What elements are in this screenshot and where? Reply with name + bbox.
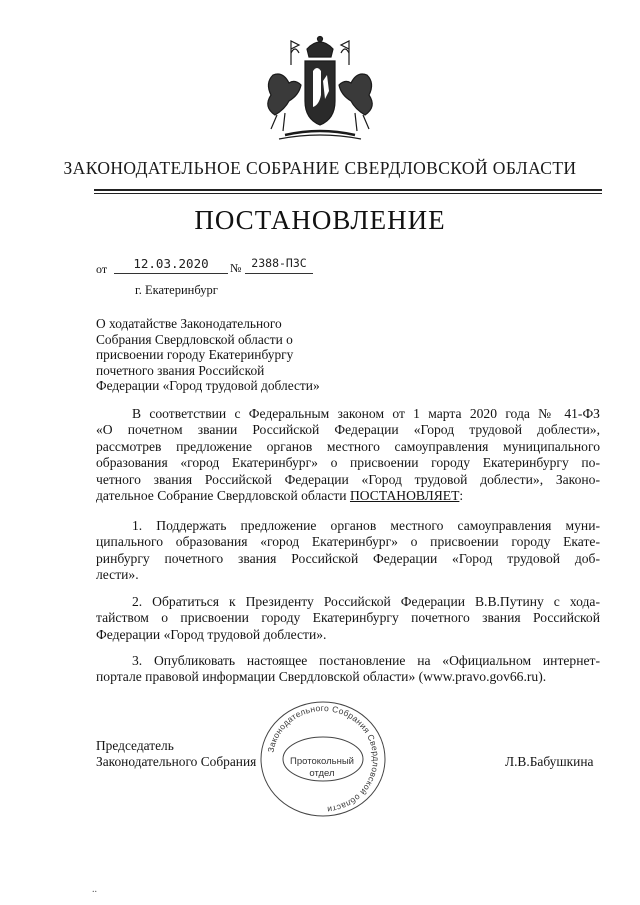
resolution-item-3 bbox=[96, 653, 600, 686]
text-line: портале правовой информации Свердловской области» (www.pravo.gov66.ru). bbox=[96, 669, 547, 685]
subject-line: Собрания Свердловской области о bbox=[96, 331, 293, 347]
header-divider-thin bbox=[94, 193, 602, 194]
text-line: Федерации «Город трудовой доблести». bbox=[96, 626, 327, 642]
stamp-line: отдел bbox=[309, 768, 335, 779]
city: г. Екатеринбург bbox=[135, 283, 218, 297]
subject-heading bbox=[96, 316, 416, 394]
stamp-ring-text: Законодательного Собрания Свердловской области bbox=[265, 702, 382, 815]
document-type-title: ПОСТАНОВЛЕНИЕ bbox=[194, 205, 446, 235]
text-line: «О почетном звании Российской Федерации «Город трудовой доблести», bbox=[96, 422, 600, 438]
stamp-line: Протокольный bbox=[290, 756, 354, 767]
text-line: В соответствии с Федеральным законом от 1 марта 2020 года № 41-ФЗ bbox=[132, 406, 600, 421]
signatory-position bbox=[96, 738, 256, 770]
position-line: Законодательного Собрания bbox=[96, 754, 257, 769]
date-number-line bbox=[96, 256, 496, 278]
subject-line: почетного звания Российской bbox=[96, 362, 265, 378]
text-line: лести». bbox=[96, 567, 139, 583]
text-line: 2. Обратиться к Президенту Российской Федерации В.В.Путину с хода- bbox=[132, 594, 600, 609]
subject-line: О ходатайстве Законодательного bbox=[96, 316, 282, 331]
text-line: 1. Поддержать предложение органов местного самоуправления муни- bbox=[132, 518, 600, 533]
resolves-colon: : bbox=[459, 488, 464, 504]
signer-name: Л.В.Бабушкина bbox=[505, 754, 594, 769]
text-line: тайством о присвоении городу Екатеринбургу почетного звания Российской bbox=[96, 610, 600, 626]
document-date: 12.03.2020 bbox=[114, 256, 228, 274]
footer-mark: .. bbox=[92, 884, 97, 895]
number-sign: № bbox=[230, 261, 242, 275]
subject-line: присвоении городу Екатеринбургу bbox=[96, 347, 294, 363]
document-number: 2388-ПЗС bbox=[245, 256, 313, 274]
resolution-item-2 bbox=[96, 594, 600, 643]
organization-name: ЗАКОНОДАТЕЛЬНОЕ СОБРАНИЕ СВЕРДЛОВСКОЙ ОБЛАСТИ bbox=[63, 158, 577, 178]
coat-of-arms-icon bbox=[255, 35, 385, 147]
stamp-center-text bbox=[285, 756, 359, 780]
text-line-resolution bbox=[96, 488, 600, 504]
text-line: ципального образования «город Екатеринбург» о присвоении городу Екате- bbox=[96, 534, 600, 550]
text-line: дательное Собрание Свердловской области bbox=[96, 488, 347, 504]
resolves-keyword: ПОСТАНОВЛЯЕТ bbox=[349, 488, 460, 504]
text-line: ринбургу почетного звания Российской Федерации «Город трудовой доб- bbox=[96, 550, 600, 566]
resolution-item-1 bbox=[96, 518, 600, 584]
text-line: четного звания Российской Федерации «Город трудовой доблести», Законо- bbox=[96, 471, 600, 487]
text-line: рассмотрев предложение органов местного самоуправления муниципального bbox=[96, 438, 600, 454]
header-divider bbox=[94, 189, 602, 191]
date-prefix: от bbox=[96, 262, 108, 276]
preamble-paragraph bbox=[96, 406, 600, 504]
subject-line: Федерации «Город трудовой доблести» bbox=[96, 378, 320, 394]
text-line: 3. Опубликовать настоящее постановление на «Официальном интернет- bbox=[132, 653, 600, 668]
position-line: Председатель bbox=[96, 738, 174, 753]
text-line: образования «город Екатеринбург» о присвоении городу Екатеринбургу по- bbox=[96, 455, 600, 471]
